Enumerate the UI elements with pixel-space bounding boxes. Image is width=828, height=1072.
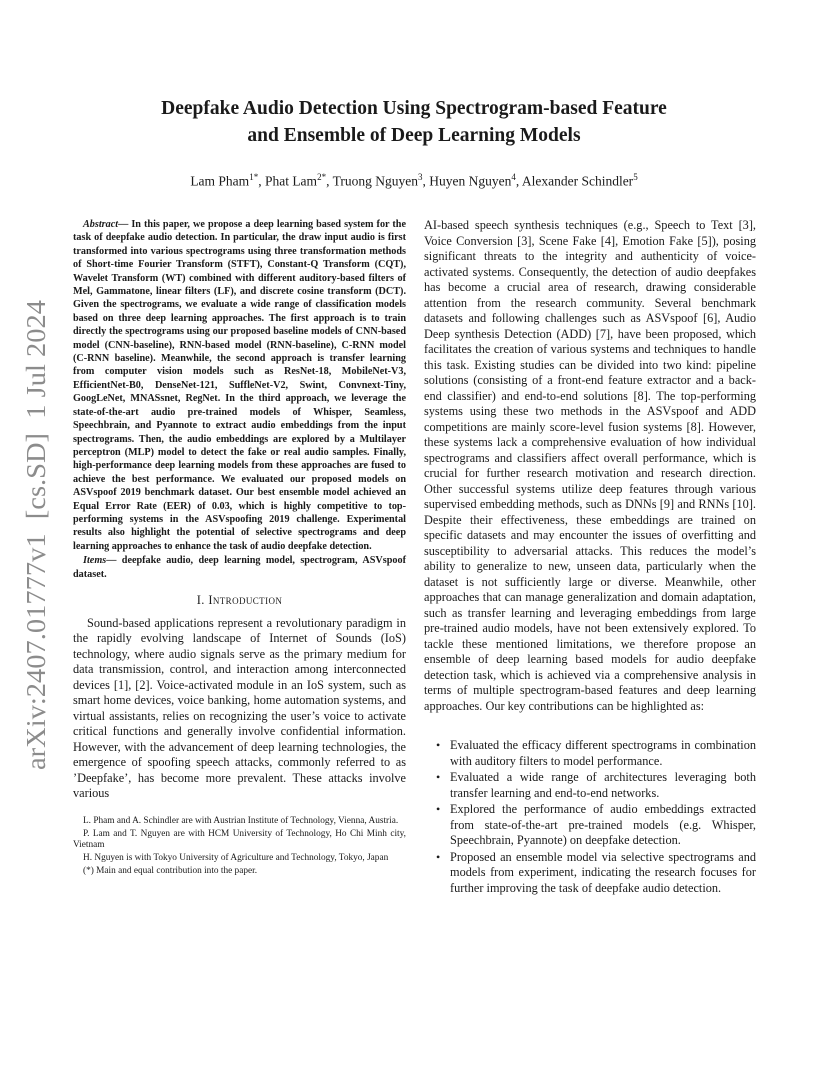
keywords-text: — deepfake audio, deep learning model, spectrogram, ASVspoof dataset. [73,555,406,580]
author-name: Truong Nguyen [332,173,418,189]
author-separator: , [258,173,265,189]
keywords [73,554,406,581]
list-item-text: Evaluated the efficacy different spectrograms in combination with auditory filters to model performance. [450,738,756,768]
footnote: P. Lam and T. Nguyen are with HCM University of Technology, Ho Chi Minh city, Vietnam [73,828,406,851]
author-separator: , [326,173,333,189]
bullet-icon: • [436,738,441,752]
footnote: L. Pham and A. Schindler are with Austrian Institute of Technology, Vienna, Austria. [83,815,399,826]
abstract-text: — In this paper, we propose a deep learning based system for the task of deepfake audio detection. In particular, the draw input audio is first transformed into various spectrograms using three transformation methods of Short-time Fourier Transform (STFT), Constant-Q Transform (CQT), Wavelet Transform (WT) combined with different auditory-based filters of Mel, Gammatone, linear filters (LF), and discrete cosine transform (DCT). Given the spectrograms, we evaluate a wide range of classification models based on three deep learning approaches. The first approach is to train directly the spectrograms using our proposed baseline models of CNN-based model (CNN-baseline), RNN-based model (RNN-baseline), C-RNN model (C-RNN baseline). Meanwhile, the second approach is transfer learning from computer vision models such as ResNet-18, MobileNet-V3, EfficientNet-B0, DenseNet-121, SuffleNet-V2, Swint, Convnext-Tiny, GoogLeNet, MNASsnet, RegNet. In the third approach, we leverage the state-of-the-art audio pre-trained models of Whisper, Seamless, Speechbrain, and Pyannote to extract audio embeddings from the input spectrograms. Then, the audio embeddings are explored by a Multilayer perceptron (MLP) model to detect the fake or real audio samples. Finally, high-performance deep learning models from these approaches are fused to achieve the best performance. We evaluated our proposed models on ASVspoof 2019 benchmark dataset. Our best ensemble model achieved an Equal Error Rate (EER) of 0.03, which is highly competitive to top-performing systems in the ASVspoofing 2019 challenge. Experimental results also highlight the potential of selective spectrograms and deep learning approaches to enhance the task of audio deepfake detection. [73,219,406,552]
arxiv-identifier [14,300,58,770]
keywords-lead: Items [83,555,107,567]
list-item [436,849,756,897]
author-affiliation: 4 [511,172,516,182]
abstract-lead: Abstract [83,219,119,230]
author-name: Lam Pham [190,173,250,189]
paper-title [100,95,728,149]
author-affiliation: 5 [633,172,638,182]
author-name: Phat Lam [264,173,318,189]
list-item [436,770,756,801]
arxiv-identifier-text: arXiv:2407.01777v1 [cs.SD] 1 Jul 2024 [20,316,51,770]
author-separator: , [515,173,522,189]
bullet-icon: • [436,849,441,864]
list-item [436,802,756,849]
list-item-text: Explored the performance of audio embeddings extracted from state-of-the-art pre-trained models (e.g. Whisper, Speechbrain, Pyannote) on deepfake detection. [450,802,756,847]
contributions-list [424,738,756,896]
author-name: Huyen Nguyen [429,173,512,189]
author-separator: , [422,173,430,189]
list-item-text: Proposed an ensemble model via selective spectrograms and models from experiment, indicating the research focuses for further improving the task of deepfake audio detection. [450,849,756,895]
author-affiliation: 2* [317,172,327,182]
author-affiliation: 3 [417,172,423,182]
title-line-1: Deepfake Audio Detection Using Spectrogram-based Feature [161,98,667,119]
bullet-icon: • [436,770,441,784]
list-item-text: Evaluated a wide range of architectures leveraging both transfer learning and end-to-end networks. [450,770,756,800]
author-name: Alexander Schindler [521,173,634,189]
section-heading-introduction: I. Introduction [196,592,283,607]
abstract [73,218,406,553]
right-column [424,218,756,897]
intro-paragraph-right: AI-based speech synthesis techniques (e.g., Speech to Text [3], Voice Conversion [3], Scene Fake [4], Emotion Fake [5]), posing significant threats to the integrity and authenticity of voice-activated systems. Consequently, the detection of audio deepfakes has become a crucial area of research, drawing considerable attention from the research community. Several benchmark datasets and following challenges such as ASVspoof [6], Audio Deep synthesis Detection (ADD) [7], have been proposed, which facilitates the creation of various systems and techniques to handle this task. Existing studies can be divided into two kind: pipeline solutions (consisting of a front-end feature extractor and a back-end classifier) and end-to-end solutions [8]. The top-performing systems using these two methods in the ASVspoof and ADD competitions are mainly score-level fusion systems [8]. However, these systems lack a comprehensive evaluation of how individual spectrograms and classifiers affect overall performance, which is crucial for further research motivation and research direction. Other successful systems utilize deep features through various supervised embedding methods, such as DNNs [9] and RNNs [10]. Despite their effectiveness, these embeddings are trained on specific datasets and may encounter the issues of overfitting and susceptibility to adversarial attacks. This reduces the model’s ability to generalize to new, unseen data, particularly when the dataset is not sufficiently large or diverse. Meanwhile, other approaches that can manage generalization and domain adaptation, such as transfer learning and leveraging embeddings from large pre-trained audio models, have not been extensively explored. To tackle these mentioned limitations, we therefore propose an ensemble of deep learning based models for audio deepfake detection task, which is achieved via a comprehensive analysis in terms of multiple spectrogram-based features and deep learning approaches. Our key contributions can be highlighted as: [424,218,756,713]
author-affiliation: 1* [249,172,259,182]
footnote: (*) Main and equal contribution into the paper. [83,866,258,877]
bullet-icon: • [436,802,441,816]
footnotes [73,816,406,878]
title-line-2: and Ensemble of Deep Learning Models [247,125,581,146]
left-column [73,218,406,879]
footnote: H. Nguyen is with Tokyo University of Agriculture and Technology, Tokyo, Japan [83,853,389,864]
author-list [100,172,728,190]
list-item [436,738,756,769]
intro-paragraph-left: Sound-based applications represent a revolutionary paradigm in the rapidly evolving landscape of Internet of Sounds (IoS) technology, where audio signals serve as the primary medium for data transmission, control, and interaction among interconnected devices [1], [2]. Voice-activated module in an IoS system, such as smart home devices, voice banking, home automation systems, and virtual assistants, relies on recognizing the user’s voice to activate critical functions and generally involve confidential information. However, with the advancement of deep learning technologies, the emergence of spoofing speech attacks, commonly referred to as ’Deepfake’, has become more prevalent. These attacks involve various [73,615,406,801]
